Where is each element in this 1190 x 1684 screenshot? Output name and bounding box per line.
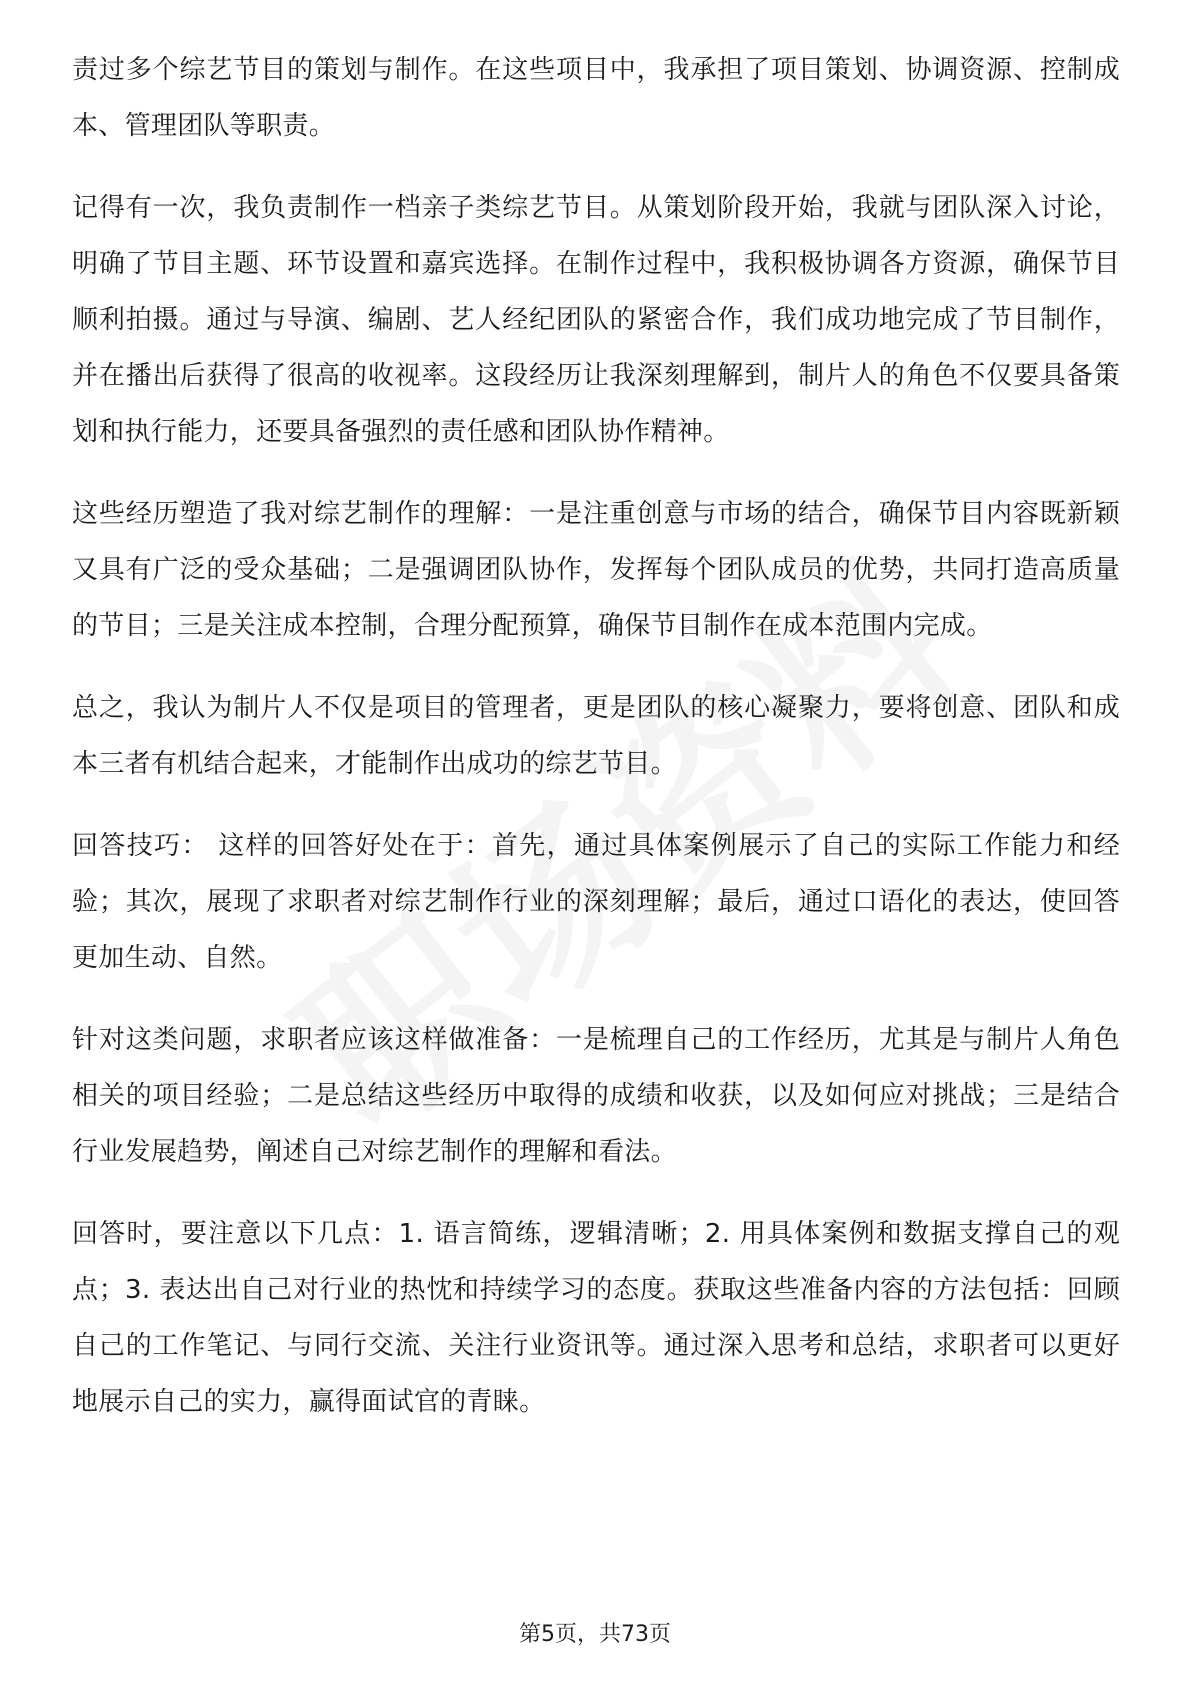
- paragraph: 责过多个综艺节目的策划与制作。在这些项目中，我承担了项目策划、协调资源、控制成本、管理团队等职责。: [72, 55, 1120, 141]
- paragraph: 记得有一次，我负责制作一档亲子类综艺节目。从策划阶段开始，我就与团队深入讨论，明确了节目主题、环节设置和嘉宾选择。在制作过程中，我积极协调各方资源，确保节目顺利拍摄。通过与导演、编剧、艺人经纪团队的紧密合作，我们成功地完成了节目制作，并在播出后获得了很高的收视率。这段经历让我深刻理解到，制片人的角色不仅要具备策划和执行能力，还要具备强烈的责任感和团队协作精神。: [72, 193, 1120, 447]
- paragraph: 回答技巧： 这样的回答好处在于：首先，通过具体案例展示了自己的实际工作能力和经验；其次，展现了求职者对综艺制作行业的深刻理解；最后，通过口语化的表达，使回答更加生动、自然。: [72, 831, 1120, 973]
- paragraph: 总之，我认为制片人不仅是项目的管理者，更是团队的核心凝聚力，要将创意、团队和成本三者有机结合起来，才能制作出成功的综艺节目。: [72, 693, 1120, 779]
- paragraph: 回答时，要注意以下几点：1. 语言简练，逻辑清晰；2. 用具体案例和数据支撑自己的观点；3. 表达出自己对行业的热忱和持续学习的态度。获取这些准备内容的方法包括：回顾自己的工作笔记、与同行交流、关注行业资讯等。通过深入思考和总结，求职者可以更好地展示自己的实力，赢得面试官的青睐。: [72, 1219, 1120, 1417]
- paragraph: 这些经历塑造了我对综艺制作的理解：一是注重创意与市场的结合，确保节目内容既新颖又具有广泛的受众基础；二是强调团队协作，发挥每个团队成员的优势，共同打造高质量的节目；三是关注成本控制，合理分配预算，确保节目制作在成本范围内完成。: [72, 499, 1120, 641]
- paragraph: 针对这类问题，求职者应该这样做准备：一是梳理自己的工作经历，尤其是与制片人角色相关的项目经验；二是总结这些经历中取得的成绩和收获，以及如何应对挑战；三是结合行业发展趋势，阐述自己对综艺制作的理解和看法。: [72, 1025, 1120, 1167]
- page-number-footer: 第5页，共73页: [519, 1622, 671, 1647]
- document-body: [72, 42, 1120, 1456]
